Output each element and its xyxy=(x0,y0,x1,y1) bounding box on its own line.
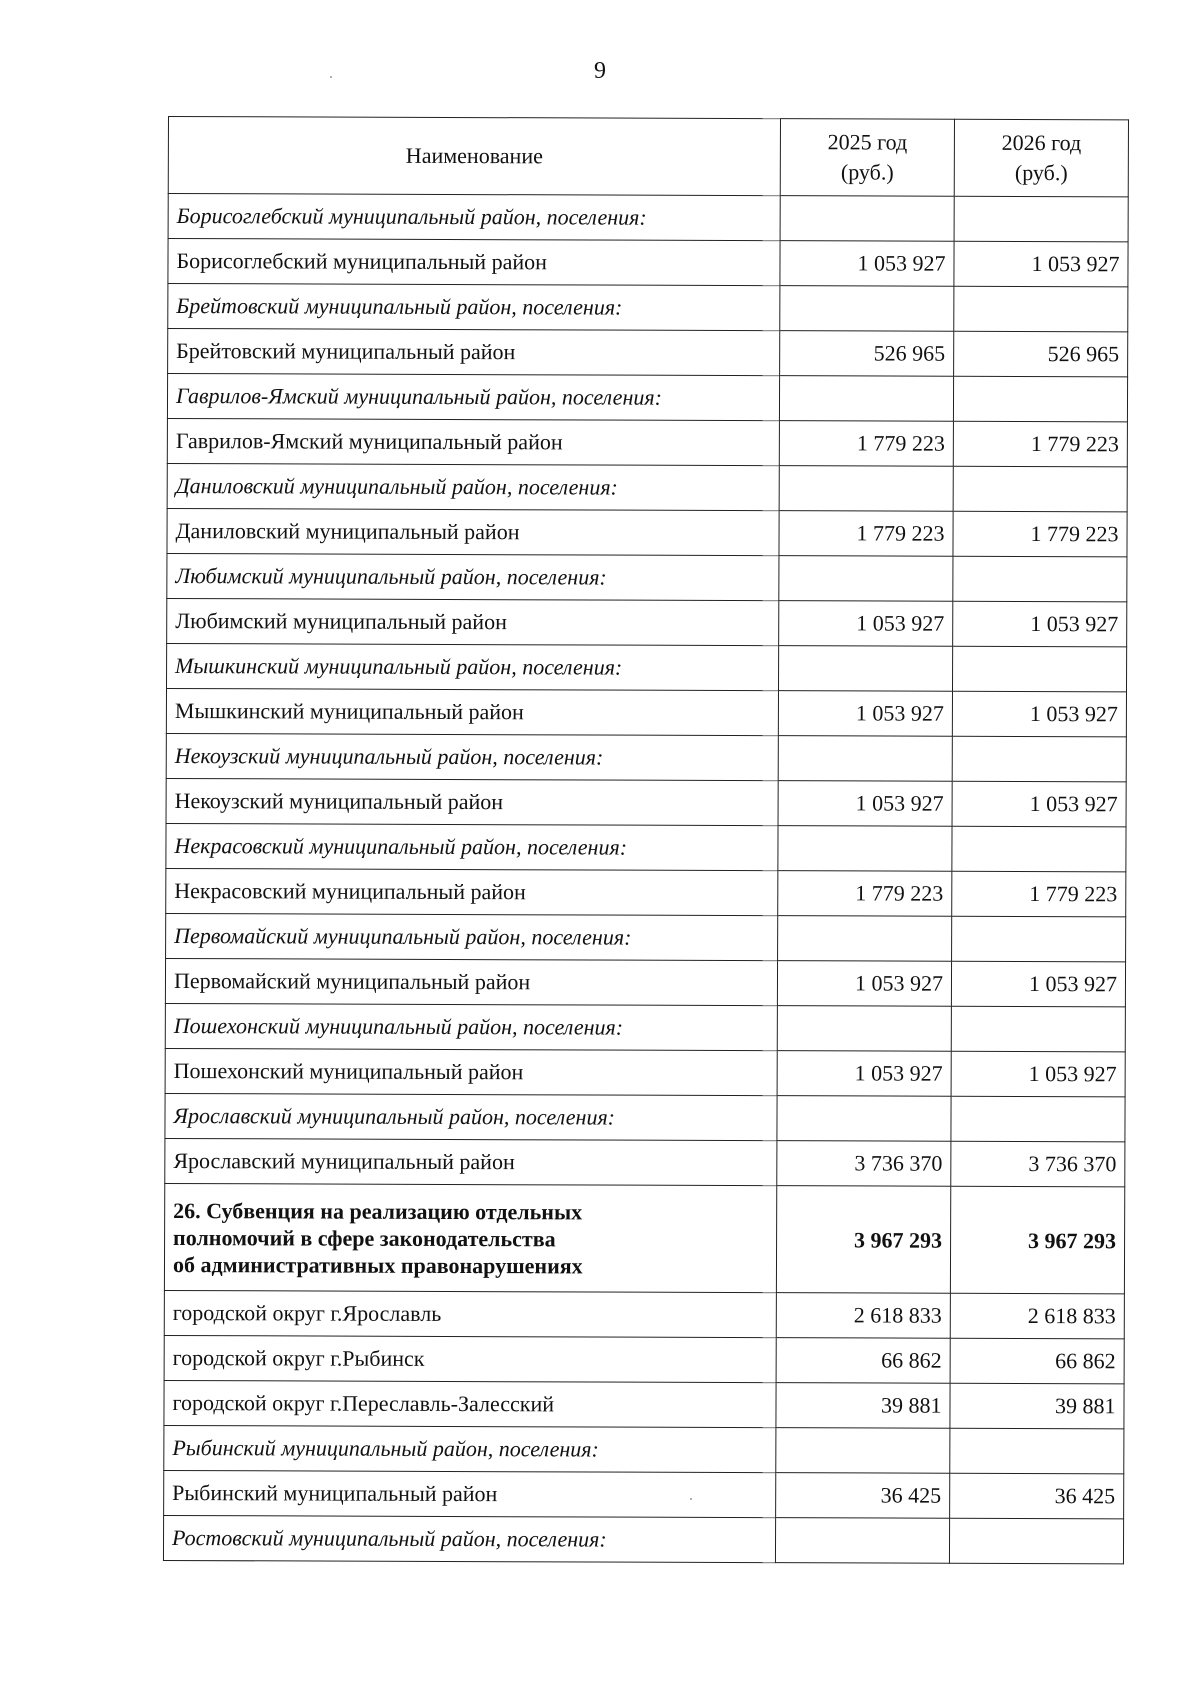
section-title-line: об административных правонарушениях xyxy=(172,1251,583,1278)
value-2025 xyxy=(777,1006,951,1052)
value-2025: 1 779 223 xyxy=(779,421,953,467)
page-number: 9 xyxy=(594,58,606,84)
group-heading: Некрасовский муниципальный район, поселения: xyxy=(166,823,778,870)
group-row xyxy=(167,374,1127,422)
table-row xyxy=(166,688,1126,736)
group-row xyxy=(165,1093,1125,1141)
header-year-2025-unit: (руб.) xyxy=(840,159,894,185)
value-2026 xyxy=(950,1428,1124,1474)
table-row xyxy=(167,418,1127,466)
row-name: Брейтовский муниципальный район xyxy=(168,329,780,376)
row-name: Ярославский муниципальный район xyxy=(165,1138,777,1185)
value-2025 xyxy=(779,556,953,602)
table-row xyxy=(164,1290,1124,1338)
table-row xyxy=(167,508,1127,556)
value-2026: 3 736 370 xyxy=(951,1141,1125,1187)
section-title-line: 26. Субвенция на реализацию отдельных xyxy=(173,1197,583,1224)
group-row xyxy=(167,643,1127,691)
value-2026 xyxy=(949,1518,1123,1564)
header-year-2025-label: 2025 год xyxy=(827,129,908,155)
value-2026: 1 779 223 xyxy=(953,421,1127,467)
group-row xyxy=(165,1003,1125,1051)
row-name: Любимский муниципальный район xyxy=(167,598,779,645)
table-row xyxy=(165,1048,1125,1096)
value-2025 xyxy=(776,1428,950,1474)
value-2025 xyxy=(778,646,952,692)
value-2026 xyxy=(952,916,1126,962)
value-2025: 3 736 370 xyxy=(777,1141,951,1187)
group-heading: Мышкинский муниципальный район, поселения: xyxy=(167,643,779,690)
section-title xyxy=(164,1183,776,1292)
value-2025: 1 053 927 xyxy=(777,961,951,1007)
value-2025 xyxy=(778,916,952,962)
value-2025 xyxy=(780,196,954,242)
table-row xyxy=(167,598,1127,646)
value-2026 xyxy=(953,556,1127,602)
header-year-2025 xyxy=(780,119,954,197)
row-name: Борисоглебский муниципальный район xyxy=(168,239,780,286)
group-heading: Даниловский муниципальный район, поселения: xyxy=(167,463,779,510)
value-2026: 2 618 833 xyxy=(950,1293,1124,1339)
value-2025 xyxy=(779,466,953,512)
value-2026: 1 053 927 xyxy=(951,1051,1125,1097)
group-heading: Ростовский муниципальный район, поселения: xyxy=(163,1515,775,1562)
table-row xyxy=(166,778,1126,826)
row-name: городской округ г.Переславль-Залесский xyxy=(164,1380,776,1427)
group-row xyxy=(163,1515,1123,1563)
value-2025: 1 779 223 xyxy=(778,871,952,917)
value-2026: 1 779 223 xyxy=(953,511,1127,557)
value-2026 xyxy=(952,826,1126,872)
row-name: городской округ г.Ярославль xyxy=(164,1290,776,1337)
scan-speck xyxy=(690,1498,692,1500)
value-2026: 1 053 927 xyxy=(952,691,1126,737)
row-name: Мышкинский муниципальный район xyxy=(166,688,778,735)
value-2025: 66 862 xyxy=(776,1338,950,1384)
group-row xyxy=(166,733,1126,781)
value-2026: 1 053 927 xyxy=(952,781,1126,827)
value-2026 xyxy=(952,646,1126,692)
table-row xyxy=(164,1335,1124,1383)
value-2026 xyxy=(954,196,1128,242)
budget-table xyxy=(163,116,1129,1564)
value-2025 xyxy=(780,286,954,332)
value-2025: 1 053 927 xyxy=(777,1051,951,1097)
section-row xyxy=(164,1183,1124,1293)
group-heading: Гаврилов-Ямский муниципальный район, поселения: xyxy=(167,374,779,421)
value-2026 xyxy=(953,466,1127,512)
value-2026: 1 053 927 xyxy=(953,601,1127,647)
value-2026: 66 862 xyxy=(950,1338,1124,1384)
value-2025: 526 965 xyxy=(780,331,954,377)
value-2026 xyxy=(951,1096,1125,1142)
scan-speck xyxy=(330,76,332,78)
row-name: Первомайский муниципальный район xyxy=(165,958,777,1005)
group-heading: Рыбинский муниципальный район, поселения: xyxy=(164,1425,776,1472)
group-row xyxy=(168,284,1128,332)
table-header-row xyxy=(168,117,1128,197)
value-2025 xyxy=(779,376,953,422)
row-name: Даниловский муниципальный район xyxy=(167,508,779,555)
row-name: Некоузский муниципальный район xyxy=(166,778,778,825)
value-2025 xyxy=(775,1518,949,1564)
group-heading: Ярославский муниципальный район, поселения: xyxy=(165,1093,777,1140)
value-2025: 1 053 927 xyxy=(780,241,954,287)
section-title-line: полномочий в сфере законодательства xyxy=(173,1224,556,1251)
value-2025: 39 881 xyxy=(776,1383,950,1429)
value-2025: 1 779 223 xyxy=(779,511,953,557)
table-row xyxy=(165,958,1125,1006)
table-row xyxy=(168,329,1128,377)
value-2025: 1 053 927 xyxy=(779,601,953,647)
value-2025: 1 053 927 xyxy=(778,691,952,737)
value-2026 xyxy=(952,736,1126,782)
value-2025 xyxy=(778,826,952,872)
value-2025: 1 053 927 xyxy=(778,781,952,827)
group-row xyxy=(164,1425,1124,1473)
value-2025: 36 425 xyxy=(776,1473,950,1519)
group-heading: Некоузский муниципальный район, поселения: xyxy=(166,733,778,780)
row-name: Некрасовский муниципальный район xyxy=(166,868,778,915)
value-2026 xyxy=(953,376,1127,422)
group-heading: Борисоглебский муниципальный район, поселения: xyxy=(168,194,780,241)
value-2026: 39 881 xyxy=(950,1383,1124,1429)
group-row xyxy=(168,194,1128,242)
value-2025 xyxy=(777,1096,951,1142)
value-2026: 526 965 xyxy=(954,331,1128,377)
table-row xyxy=(164,1380,1124,1428)
row-name: Пошехонский муниципальный район xyxy=(165,1048,777,1095)
group-heading: Первомайский муниципальный район, поселения: xyxy=(166,913,778,960)
group-heading: Любимский муниципальный район, поселения: xyxy=(167,553,779,600)
table-body xyxy=(163,194,1128,1564)
row-name: Рыбинский муниципальный район xyxy=(164,1470,776,1517)
value-2026 xyxy=(954,286,1128,332)
value-2025: 3 967 293 xyxy=(776,1186,950,1294)
header-year-2026 xyxy=(954,119,1128,197)
header-year-2026-label: 2026 год xyxy=(1001,129,1082,156)
group-heading: Брейтовский муниципальный район, поселения: xyxy=(168,284,780,331)
header-name: Наименование xyxy=(168,117,780,196)
group-row xyxy=(166,823,1126,871)
table-row xyxy=(168,239,1128,287)
value-2026: 1 053 927 xyxy=(951,961,1125,1007)
table-row xyxy=(164,1470,1124,1518)
value-2026: 1 053 927 xyxy=(954,241,1128,287)
table-row xyxy=(166,868,1126,916)
value-2026 xyxy=(951,1006,1125,1052)
row-name: Гаврилов-Ямский муниципальный район xyxy=(167,418,779,465)
header-year-2026-unit: (руб.) xyxy=(1014,159,1068,186)
group-row xyxy=(166,913,1126,961)
row-name: городской округ г.Рыбинск xyxy=(164,1335,776,1382)
group-heading: Пошехонский муниципальный район, поселения: xyxy=(165,1003,777,1050)
value-2025: 2 618 833 xyxy=(776,1293,950,1339)
value-2025 xyxy=(778,736,952,782)
group-row xyxy=(167,463,1127,511)
group-row xyxy=(167,553,1127,601)
value-2026: 3 967 293 xyxy=(950,1186,1124,1294)
value-2026: 36 425 xyxy=(950,1473,1124,1519)
table-row xyxy=(165,1138,1125,1186)
value-2026: 1 779 223 xyxy=(952,871,1126,917)
